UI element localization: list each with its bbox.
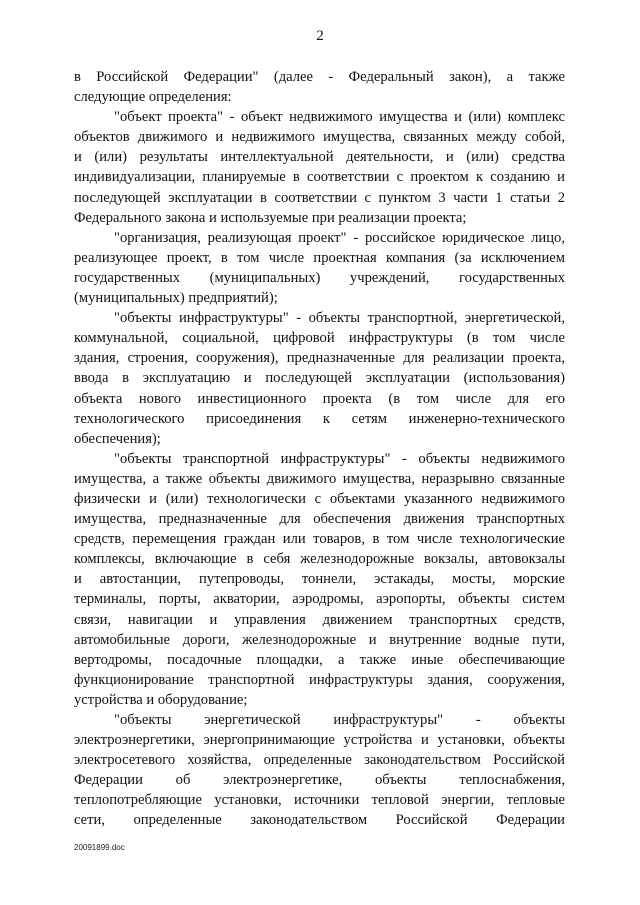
text-line: функционирование транспортной инфраструктуры здания, сооружения,	[74, 671, 565, 688]
text-line: "объекты энергетической инфраструктуры" - объекты	[114, 712, 565, 728]
text-line: индивидуализации, планируемые в соответствии с проектом к созданию и	[74, 169, 565, 186]
paragraph	[74, 228, 565, 308]
text-line: имущества, предназначенные для обеспечения движения транспортных	[74, 511, 565, 528]
text-line: объекта нового инвестиционного проекта (в том числе для его	[74, 390, 565, 407]
text-line: теплопотребляющие установки, источники тепловой энергии, тепловые	[74, 792, 565, 809]
text-line: имущества, а также объекты движимого имущества, неразрывно связанные	[74, 470, 565, 487]
text-line: вертодромы, посадочные площадки, а также иные обеспечивающие	[74, 651, 565, 668]
text-line: "объекты инфраструктуры" - объекты транспортной, энергетической,	[114, 310, 565, 327]
text-line: обеспечения);	[74, 430, 161, 447]
paragraph	[74, 308, 565, 449]
text-line: физически и (или) технологически с объектами указанного недвижимого	[74, 490, 565, 507]
text-line: средств, перемещения граждан или товаров, в том числе технологические	[74, 531, 565, 548]
text-line: объектов движимого и недвижимого имущества, связанных между собой,	[74, 129, 565, 146]
document-body	[74, 67, 565, 831]
paragraph	[74, 107, 565, 228]
text-line: реализующее проект, в том числе проектная компания (за исключением	[74, 249, 565, 266]
text-line: Федерации об электроэнергетике, объекты теплоснабжения,	[74, 772, 565, 789]
text-line: "объекты транспортной инфраструктуры" - объекты недвижимого	[114, 450, 565, 467]
text-line: следующие определения:	[74, 89, 232, 106]
text-line: и автостанции, путепроводы, тоннели, эстакады, мосты, морские	[74, 571, 565, 588]
file-name-footer: 20091899.doc	[74, 843, 125, 852]
text-line: сети, определенные законодательством Российской Федерации	[74, 812, 565, 829]
text-line: здания, строения, сооружения), предназначенные для реализации проекта,	[74, 350, 565, 367]
text-line: электроэнергетики, энергопринимающие устройства и установки, объекты	[74, 732, 565, 749]
paragraph	[74, 449, 565, 710]
paragraph	[74, 67, 565, 107]
text-line: комплексы, включающие в себя железнодорожные вокзалы, автовокзалы	[74, 551, 565, 568]
text-line: технологического присоединения к сетям инженерно-технического	[74, 410, 565, 427]
text-line: в Российской Федерации" (далее - Федеральный закон), а также	[74, 69, 565, 85]
text-line: "объект проекта" - объект недвижимого имущества и (или) комплекс	[114, 109, 565, 126]
text-line: ввода в эксплуатацию и последующей эксплуатации (использования)	[74, 370, 565, 387]
text-line: Федерального закона и используемые при реализации проекта;	[74, 209, 467, 226]
text-line: последующей эксплуатации в соответствии с пунктом 3 части 1 статьи 2	[74, 189, 565, 206]
text-line: (муниципальных) предприятий);	[74, 290, 278, 307]
text-line: и (или) результаты интеллектуальной деятельности, и (или) средства	[74, 149, 565, 166]
text-line: устройства и оборудование;	[74, 691, 248, 708]
text-line: коммунальной, социальной, цифровой инфраструктуры (в том числе	[74, 330, 565, 347]
text-line: электросетевого хозяйства, определенные законодательством Российской	[74, 752, 565, 769]
page-number: 2	[316, 28, 324, 44]
text-line: "организация, реализующая проект" - российское юридическое лицо,	[114, 229, 565, 246]
text-line: государственных (муниципальных) учреждений, государственных	[74, 269, 565, 286]
text-line: автомобильные дороги, железнодорожные и внутренние водные пути,	[74, 631, 565, 648]
text-line: терминалы, порты, акватории, аэродромы, аэропорты, объекты систем	[74, 591, 565, 608]
paragraph	[74, 710, 565, 831]
text-line: связи, навигации и управления движением транспортных средств,	[74, 611, 565, 628]
